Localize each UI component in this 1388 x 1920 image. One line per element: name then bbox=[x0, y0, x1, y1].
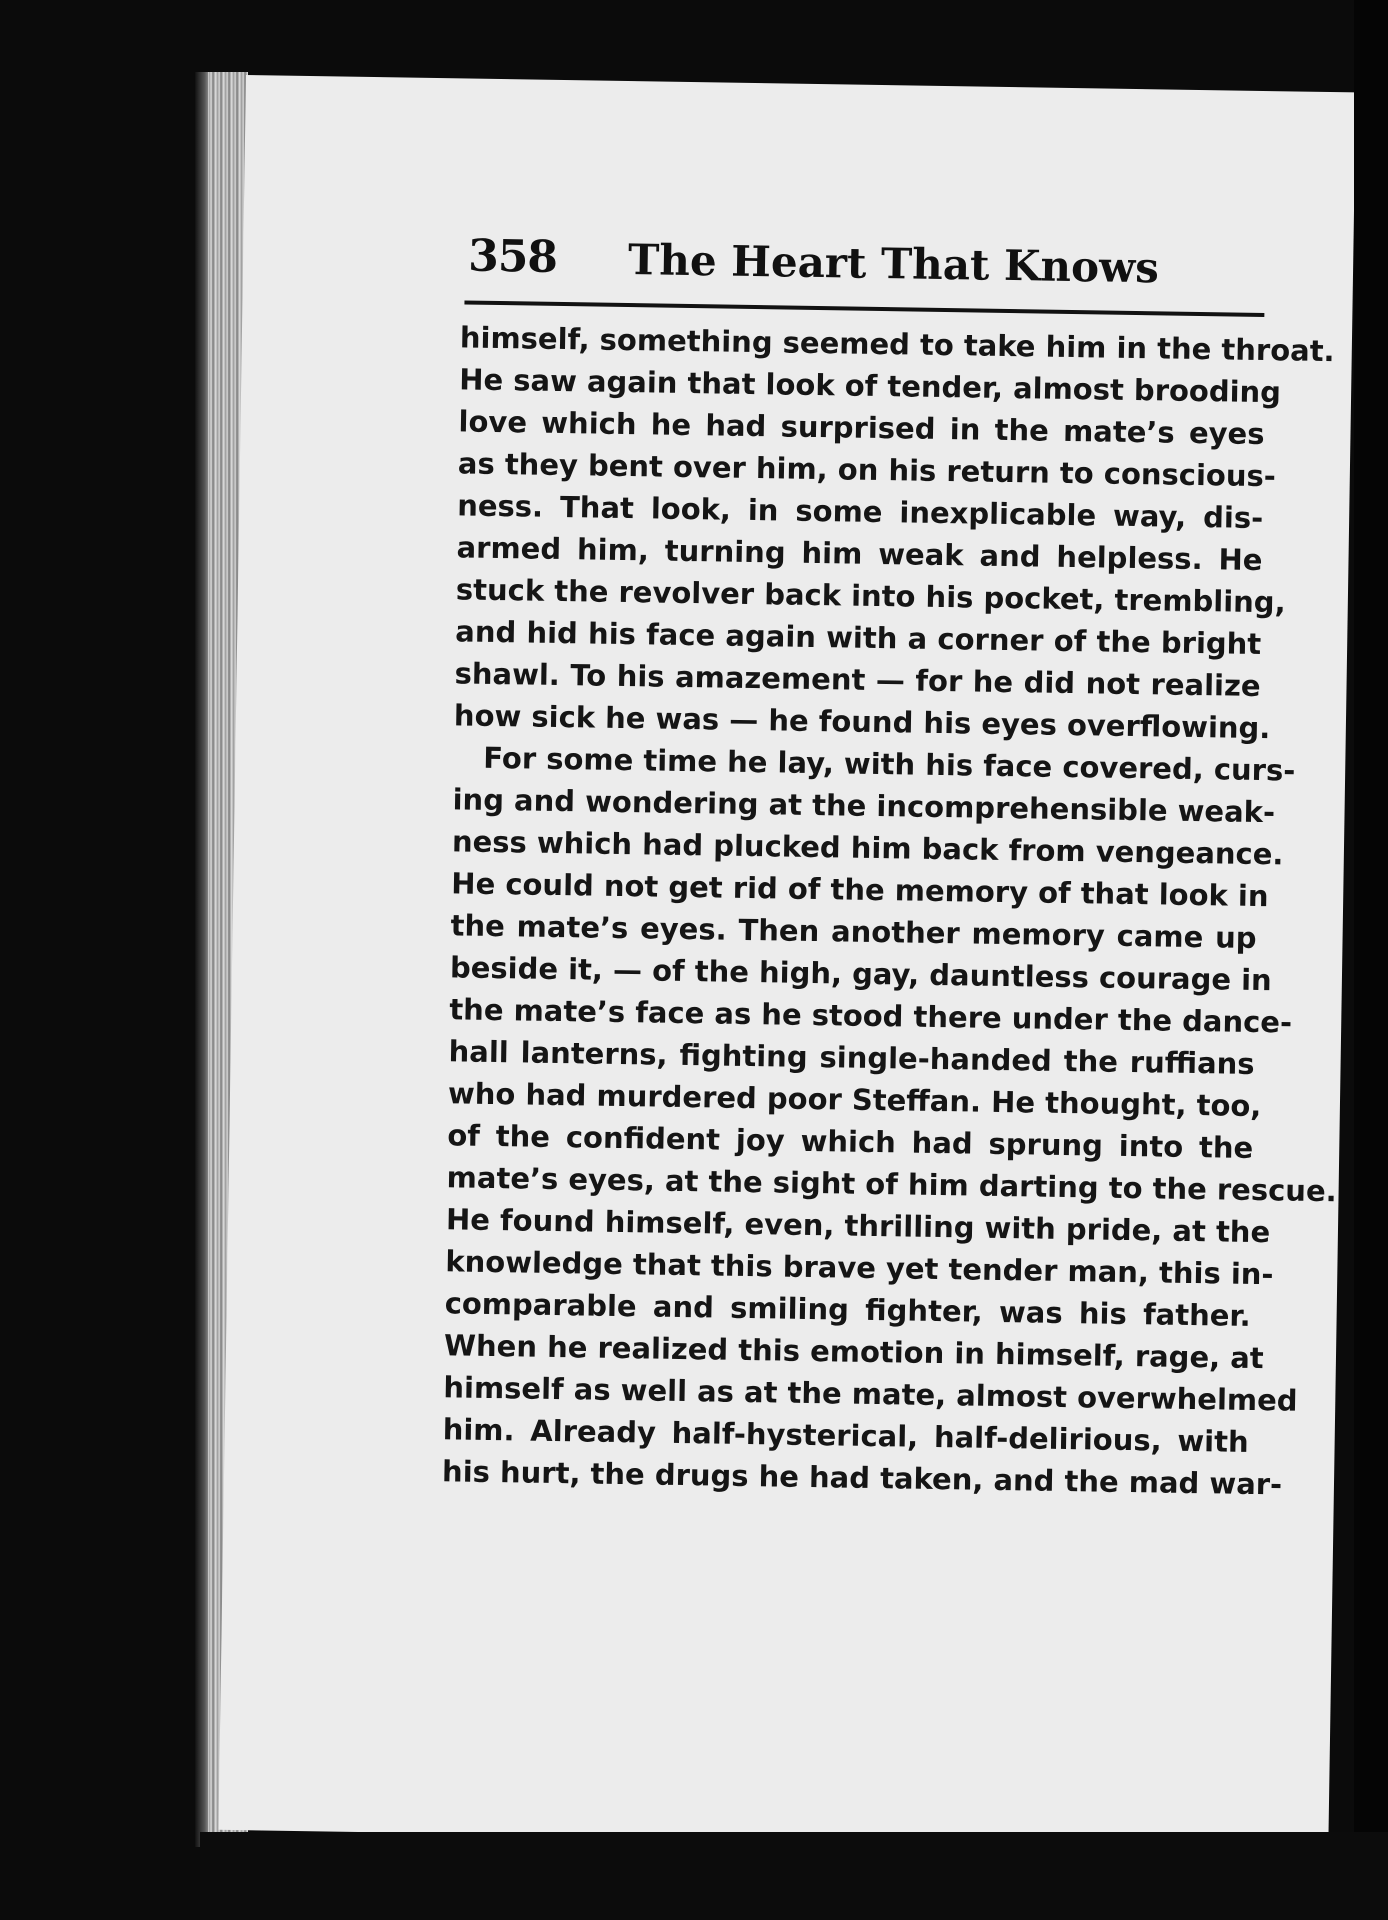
running-title: The Heart That Knows bbox=[627, 235, 1160, 293]
text-line: When he realized this emotion in himself, rage, at bbox=[443, 1328, 1264, 1376]
text-line: who had murdered poor Steffan. He thought, too, bbox=[447, 1076, 1262, 1124]
text-line: and hid his face again with a corner of the bright bbox=[455, 614, 1262, 662]
text-line: For some time he lay, with his face covered, curs- bbox=[483, 740, 1296, 788]
text-line: beside it, — of the high, gay, dauntless courage in bbox=[449, 950, 1273, 998]
text-line: He saw again that look of tender, almost brooding bbox=[458, 362, 1282, 410]
right-margin-edge bbox=[1354, 0, 1388, 1920]
text-line: shawl. To his amazement — for he did not realize bbox=[454, 656, 1261, 704]
text-line: him. Already half-hysterical, half-delirious, with bbox=[442, 1412, 1249, 1459]
text-line: ness which had plucked him back from vengeance. bbox=[451, 824, 1284, 872]
page-header bbox=[467, 231, 1268, 314]
text-line: ness. That look, in some inexplicable way, dis- bbox=[456, 488, 1264, 536]
body-text bbox=[441, 316, 1337, 1502]
text-line: how sick he was — he found his eyes overflowing. bbox=[453, 698, 1271, 746]
text-line: armed him, turning him weak and helpless. He bbox=[456, 530, 1263, 578]
text-line: love which he had surprised in the mate’s eyes bbox=[458, 404, 1265, 452]
text-line: as they bent over him, on his return to conscious- bbox=[457, 446, 1277, 494]
text-line: his hurt, the drugs he had taken, and the mad war- bbox=[441, 1454, 1283, 1502]
text-line: mate’s eyes, at the sight of him darting to the rescue. bbox=[446, 1160, 1337, 1209]
text-line: himself, something seemed to take him in the throat. bbox=[459, 320, 1335, 369]
text-line: hall lanterns, fighting single-handed the ruffians bbox=[448, 1034, 1255, 1081]
text-line: ing and wondering at the incomprehensible weak- bbox=[452, 782, 1276, 830]
text-line: the mate’s face as he stood there under the dance- bbox=[449, 992, 1293, 1040]
text-line: stuck the revolver back into his pocket, trembling, bbox=[455, 572, 1286, 620]
text-line: He could not get rid of the memory of that look in bbox=[451, 866, 1269, 914]
text-line: of the confident joy which had sprung into the bbox=[447, 1118, 1254, 1165]
text-line: He found himself, even, thrilling with pride, at the bbox=[445, 1202, 1271, 1250]
text-line: himself as well as at the mate, almost overwhelmed bbox=[443, 1370, 1298, 1418]
text-line: the mate’s eyes. Then another memory came up bbox=[450, 908, 1257, 955]
text-line: knowledge that this brave yet tender man, this in- bbox=[445, 1244, 1274, 1292]
text-line: comparable and smiling fighter, was his father. bbox=[444, 1286, 1251, 1333]
page-number: 358 bbox=[467, 230, 558, 283]
page-content bbox=[218, 75, 1355, 1847]
